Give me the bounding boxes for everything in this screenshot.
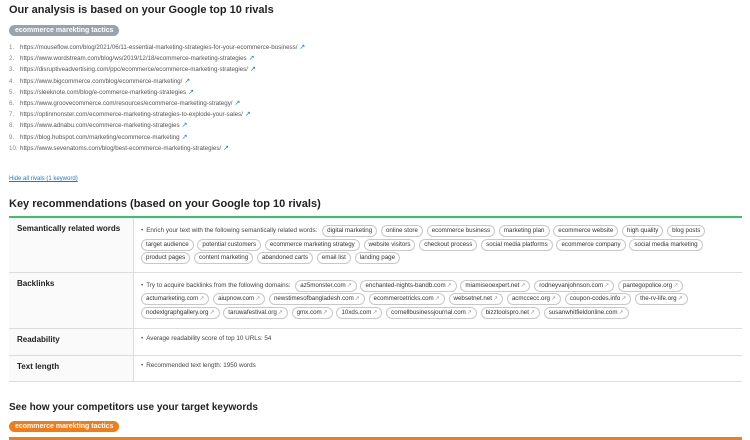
backlink-domain: az5monster.com (300, 281, 346, 289)
bullet: • (141, 281, 144, 289)
rival-item (9, 53, 305, 64)
rival-url[interactable]: https://www.wordstream.com/blog/ws/2019/12/18/ecommerce-marketing-strategies (20, 55, 247, 63)
rival-url[interactable]: https://optinmonster.com/ecommerce-marketing-strategies-to-explode-your-sales/ (20, 111, 243, 119)
backlink-domain: taruwafestival.org (228, 308, 277, 316)
backlink-domain-chip[interactable] (213, 293, 265, 305)
rival-url[interactable]: https://www.adnabu.com/ecommerce-marketing-strategies (20, 122, 180, 130)
external-link-icon[interactable]: ↗ (550, 296, 557, 303)
backlink-domain: actumarketing.com (146, 295, 199, 303)
external-link-icon[interactable]: ↗ (673, 282, 679, 289)
external-link-icon[interactable]: ↗ (184, 77, 191, 85)
external-link-icon[interactable]: ↗ (346, 282, 352, 289)
external-link-icon[interactable]: ↗ (181, 122, 188, 130)
semantic-word-chip: ecommerce website (553, 225, 618, 237)
external-link-icon[interactable]: ↗ (255, 296, 261, 303)
semantic-word-chip: online store (381, 225, 423, 237)
rival-url[interactable]: https://www.groovecommerce.com/resources/ecommerce-marketing-strategy/ (20, 99, 233, 107)
external-link-icon[interactable]: ↗ (354, 296, 360, 303)
external-link-icon[interactable]: ↗ (223, 144, 230, 152)
backlink-domain-chip[interactable] (534, 280, 614, 292)
backlink-domain-chip[interactable] (223, 307, 288, 319)
semantic-word-chip: target audience (141, 239, 194, 251)
external-link-icon[interactable]: ↗ (322, 309, 328, 316)
external-link-icon[interactable]: ↗ (244, 111, 251, 119)
backlink-domain: ecommercetricks.com (373, 295, 434, 303)
backlink-domain: nodexlgraphgallery.org (146, 308, 209, 316)
backlink-domain-chip[interactable] (635, 293, 687, 305)
rival-item (9, 98, 305, 109)
semantic-word-chip: abandoned carts (257, 252, 313, 264)
rival-item (9, 64, 305, 75)
readability-text: Average readability score of top 10 URLs: (146, 334, 263, 342)
readability-value: 54 (264, 334, 272, 342)
backlink-domain-chip[interactable] (449, 293, 504, 305)
backlinks-intro: Try to acquire backlinks from the following domains: (146, 281, 291, 289)
backlink-domain: acmccecc.org (511, 295, 550, 303)
backlink-domain-chip[interactable] (544, 307, 629, 319)
rival-item (9, 143, 305, 154)
bullet: • (141, 227, 144, 234)
semantic-word-chip: digital marketing (322, 225, 377, 237)
rival-number: 10. (9, 144, 18, 152)
semantic-word-chip: social media platforms (481, 239, 553, 251)
external-link-icon[interactable]: ↗ (529, 309, 535, 316)
external-link-icon[interactable]: ↗ (621, 296, 627, 303)
semantic-word-chip: landing page (355, 252, 400, 264)
backlink-domain: websetnet.net (453, 295, 493, 303)
external-link-icon[interactable]: ↗ (618, 309, 624, 316)
readability-row (9, 328, 742, 355)
backlinks-row (9, 272, 742, 328)
external-link-icon[interactable]: ↗ (234, 99, 241, 107)
recommendations-table (9, 218, 742, 382)
backlink-domain: enchanted-nights-bandb.com (365, 281, 446, 289)
keyword-tag[interactable]: ecommerce marekting tactics (9, 25, 119, 36)
backlink-domain: coupon-codes.info (569, 295, 621, 303)
rival-item (9, 109, 305, 120)
rival-url[interactable]: https://mouseflow.com/blog/2021/06/11-essential-marketing-strategies-for-your-ecommerce-business/ (20, 44, 298, 51)
rival-url[interactable]: https://sleeknote.com/blog/e-commerce-marketing-strategies (20, 88, 187, 96)
backlink-domain-chip[interactable] (295, 280, 356, 292)
rival-number: 2. (9, 55, 15, 63)
backlink-domain-chip[interactable] (369, 293, 445, 305)
backlink-domain-chip[interactable] (336, 307, 382, 319)
backlinks-label: Backlinks (9, 272, 134, 328)
rival-number: 7. (9, 111, 15, 119)
external-link-icon[interactable]: ↗ (188, 88, 194, 96)
backlink-domain: cornellbusinessjournal.com (391, 308, 466, 316)
semantic-word-chip: potential customers (197, 239, 261, 251)
semantic-word-chip: social media marketing (629, 239, 702, 251)
competitors-keyword-tag[interactable]: ecommerce marekting tactics (9, 421, 119, 432)
readability-label: Readability (9, 328, 134, 355)
hide-rivals-link[interactable]: Hide all rivals (1 keyword) (9, 176, 78, 182)
external-link-icon[interactable]: ↗ (209, 309, 215, 316)
text-length-text: Recommended text length: (146, 361, 222, 369)
external-link-icon[interactable]: ↗ (299, 44, 306, 51)
semantic-word-chip: website visitors (364, 239, 416, 251)
semantic-word-chip: high quality (622, 225, 663, 237)
external-link-icon[interactable]: ↗ (466, 309, 472, 316)
rival-number: 9. (9, 133, 15, 141)
bullet: • (141, 361, 144, 369)
semantic-word-chip: marketing plan (499, 225, 550, 237)
external-link-icon[interactable]: ↗ (604, 282, 610, 289)
backlink-domain: newstimesofbangladesh.com (273, 295, 354, 303)
rivals-list (9, 42, 305, 154)
backlink-domain: rodneyvanjohnson.com (539, 281, 604, 289)
external-link-icon[interactable]: ↗ (446, 282, 452, 289)
rival-url[interactable]: https://www.sevenatoms.com/blog/best-ecommerce-marketing-strategies/ (20, 144, 222, 152)
external-link-icon[interactable]: ↗ (493, 296, 499, 303)
rival-number: 6. (9, 99, 15, 107)
rival-item (9, 42, 305, 53)
backlink-domain: gmx.com (296, 308, 322, 316)
backlink-domain-chip[interactable] (141, 293, 209, 305)
semantic-word-chip: ecommerce company (556, 239, 625, 251)
rival-url[interactable]: https://www.bigcommerce.com/blog/ecommerce-marketing/ (20, 77, 183, 85)
backlink-domain-chip[interactable] (360, 280, 456, 292)
rival-item (9, 132, 305, 143)
rival-url[interactable]: https://disruptiveadvertising.com/ppc/ecommerce/ecommerce-marketing-strategies/ (20, 66, 248, 74)
semantic-word-chip: ecommerce marketing strategy (265, 239, 360, 251)
rival-number: 1. (9, 44, 15, 51)
text-length-value: 1950 words (223, 361, 256, 369)
backlink-domain: pantegopolice.org (622, 281, 673, 289)
semantic-label: Semantically related words (9, 218, 134, 272)
bullet: • (141, 334, 144, 342)
semantic-word-chip: checkout process (419, 239, 477, 251)
semantic-row (9, 218, 742, 272)
backlink-domain: 10xds.com (341, 308, 372, 316)
text-length-label: Text length (9, 355, 134, 381)
external-link-icon[interactable]: ↗ (434, 296, 440, 303)
backlink-domain: bizztoolspro.net (485, 308, 529, 316)
backlink-domain-chip[interactable] (460, 280, 530, 292)
semantic-word-chip: blog posts (667, 225, 705, 237)
semantic-word-chip: content marketing (194, 252, 253, 264)
external-link-icon[interactable]: ↗ (248, 55, 255, 63)
backlink-domain-chip[interactable] (141, 307, 220, 319)
semantic-intro: Enrich your text with the following semantically related words: (146, 227, 318, 234)
recommendations-title: Key recommendations (based on your Google top 10 rivals) (9, 198, 321, 210)
competitors-title: See how your competitors use your target keywords (9, 402, 258, 413)
backlink-domain-chip[interactable] (618, 280, 683, 292)
backlink-domain: aiupnow.com (218, 295, 255, 303)
semantic-word-chip: ecommerce business (427, 225, 495, 237)
external-link-icon[interactable]: ↗ (372, 309, 378, 316)
backlink-domain-chip[interactable] (507, 293, 561, 305)
rival-number: 3. (9, 66, 15, 74)
rival-item (9, 87, 305, 98)
rival-item (9, 76, 305, 87)
backlink-domain-chip[interactable] (481, 307, 540, 319)
external-link-icon[interactable]: ↗ (199, 296, 205, 303)
analysis-title: Our analysis is based on your Google top 10 rivals (9, 4, 274, 16)
external-link-icon[interactable]: ↗ (250, 66, 256, 74)
backlink-domain-chip[interactable] (269, 293, 365, 305)
external-link-icon[interactable]: ↗ (677, 296, 683, 303)
external-link-icon[interactable]: ↗ (181, 133, 188, 141)
external-link-icon[interactable]: ↗ (277, 309, 283, 316)
rival-item (9, 120, 305, 131)
rival-number: 5. (9, 88, 15, 96)
backlinks-content (134, 272, 743, 328)
backlink-domain: miamiseoexpert.net (465, 281, 520, 289)
semantic-word-chip: email list (317, 252, 351, 264)
backlink-domain-chip[interactable] (386, 307, 477, 319)
backlink-domain: susanwhitfieldonline.com (548, 308, 618, 316)
backlink-domain-chip[interactable] (565, 293, 632, 305)
semantic-word-chip: product pages (141, 252, 190, 264)
external-link-icon[interactable]: ↗ (520, 282, 526, 289)
rival-number: 8. (9, 122, 15, 130)
text-length-content (134, 355, 743, 381)
text-length-row (9, 355, 742, 381)
semantic-content (134, 218, 743, 272)
readability-content (134, 328, 743, 355)
rival-url[interactable]: https://blog.hubspot.com/marketing/ecommerce-marketing (20, 133, 180, 141)
backlink-domain-chip[interactable] (292, 307, 333, 319)
rival-number: 4. (9, 77, 15, 85)
backlink-domain: the-rv-life.org (640, 295, 677, 303)
